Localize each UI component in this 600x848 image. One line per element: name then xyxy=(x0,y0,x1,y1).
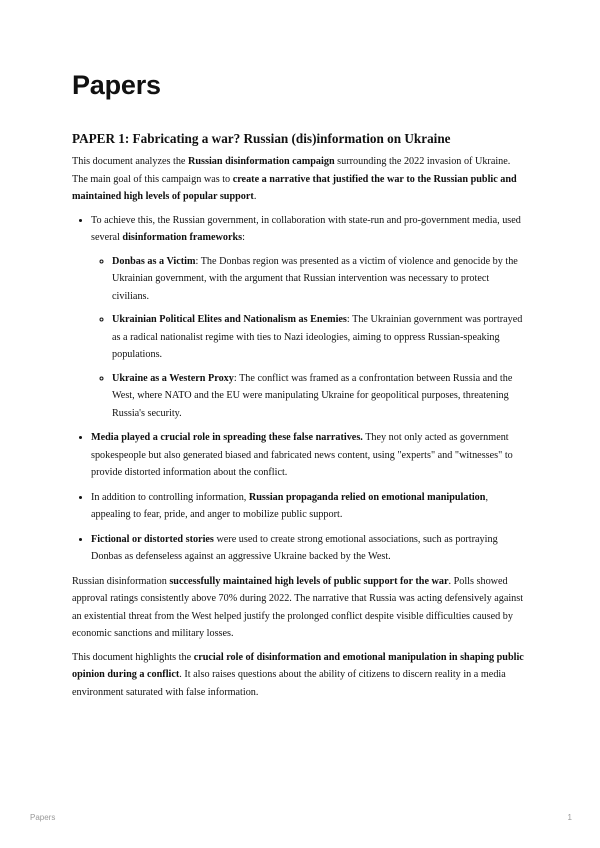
intro-paragraph: This document analyzes the Russian disinformation campaign surrounding the 2022 invasion of Ukraine. The main goal of this campaign was to create a narrative that justified the war to the Russian public and maintained high levels of popular support. xyxy=(72,156,517,202)
document-page xyxy=(72,70,528,707)
main-bullet-list xyxy=(72,212,528,566)
conclusion-paragraph-2: This document highlights the crucial role of disinformation and emotional manipulation in shaping public opinion during a conflict. It also raises questions about the ability of citizens to discern reality in a media environment saturated with false information. xyxy=(72,651,524,698)
paper-heading: PAPER 1: Fabricating a war? Russian (dis)information on Ukraine xyxy=(72,131,451,146)
conclusion-paragraph-1: Russian disinformation successfully maintained high levels of public support for the war. Polls showed approval ratings consistently above 70% during 2022. The narrative that Russia was acting defensively against an existential threat from the West helped justify the prolonged conflict despite visible difficulties caused by economic sanctions and military losses. xyxy=(72,575,524,639)
list-item: • Fictional or distorted stories were used to create strong emotional associations, such as portraying Donbas as defenseless against an aggressive Ukraine backed by the West. xyxy=(91,531,528,566)
footer-document-name: Papers xyxy=(30,813,56,822)
list-item: • Media played a crucial role in spreading these false narratives. They not only acted as government spokespeople but also generated biased and fabricated news content, using "experts" and "witnesses" to provide distorted information about the conflict. xyxy=(91,429,528,482)
list-item: ◦ Ukraine as a Western Proxy: The conflict was framed as a confrontation between Russia and the West, where NATO and the EU were manipulating Ukraine for geopolitical purposes, threatening Russia's security. xyxy=(112,370,528,423)
page-title: Papers xyxy=(72,70,161,100)
list-item: • To achieve this, the Russian government, in collaboration with state-run and pro-government media, used several disinformation frameworks: ◦ Donbas as a Victim: The Donbas region was presented as a victim of violence and genocide by the Ukrainian government, with the argument that Russian intervention was necessary to protect civilians. ◦ Ukrainian Political Elites and Nationalism as Enemies: The Ukrainian government was portrayed as a radical nationalist regime with ties to Nazi ideologies, aiming to oppress Russian-speaking populations. ◦ Ukraine as a Western Proxy: The conflict was framed as a confrontation between Russia and the West, where NATO and the EU were manipulating Ukraine for geopolitical purposes, threatening Russia's security. xyxy=(91,212,528,423)
footer-page-number: 1 xyxy=(567,813,572,822)
framework-sublist xyxy=(91,253,528,423)
list-item: • In addition to controlling information, Russian propaganda relied on emotional manipulation, appealing to fear, pride, and anger to mobilize public support. xyxy=(91,489,528,524)
list-item: ◦ Ukrainian Political Elites and Nationalism as Enemies: The Ukrainian government was portrayed as a radical nationalist regime with ties to Nazi ideologies, aiming to oppress Russian-speaking populations. xyxy=(112,311,528,364)
list-item: ◦ Donbas as a Victim: The Donbas region was presented as a victim of violence and genocide by the Ukrainian government, with the argument that Russian intervention was necessary to protect civilians. xyxy=(112,253,528,306)
